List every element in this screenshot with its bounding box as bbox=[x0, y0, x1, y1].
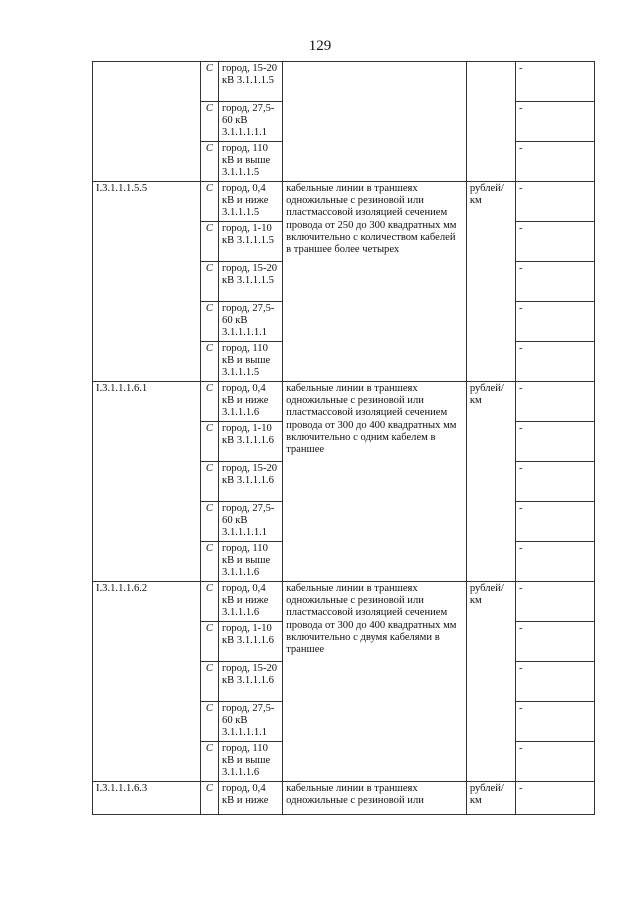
symbol-cell: С bbox=[200, 342, 218, 382]
territory-cell: город, 15-20 кВ 3.1.1.1.6 bbox=[219, 462, 283, 502]
value-cell: - bbox=[515, 302, 594, 342]
table-row bbox=[93, 62, 595, 102]
table-row bbox=[93, 182, 595, 222]
page-number: 129 bbox=[308, 38, 332, 54]
territory-cell: город, 27,5-60 кВ 3.1.1.1.1.1 bbox=[219, 302, 283, 342]
table-row bbox=[93, 582, 595, 622]
territory-cell: город, 15-20 кВ 3.1.1.1.5 bbox=[219, 262, 283, 302]
symbol-cell: С bbox=[200, 422, 218, 462]
symbol-cell: С bbox=[200, 222, 218, 262]
code-cell: I.3.1.1.1.6.2 bbox=[93, 582, 201, 782]
value-cell: - bbox=[515, 622, 594, 662]
unit-cell: рублей/км bbox=[466, 182, 515, 382]
territory-cell: город, 1-10 кВ 3.1.1.1.6 bbox=[219, 422, 283, 462]
value-cell: - bbox=[515, 462, 594, 502]
symbol-cell: С bbox=[200, 582, 218, 622]
symbol-cell: С bbox=[200, 102, 218, 142]
value-cell: - bbox=[515, 502, 594, 542]
code-cell: I.3.1.1.1.6.1 bbox=[93, 382, 201, 582]
value-cell: - bbox=[515, 262, 594, 302]
symbol-cell: С bbox=[200, 502, 218, 542]
unit-cell bbox=[466, 62, 515, 182]
territory-cell: город, 15-20 кВ 3.1.1.1.5 bbox=[219, 62, 283, 102]
value-cell: - bbox=[515, 542, 594, 582]
symbol-cell: С bbox=[200, 182, 218, 222]
value-cell: - bbox=[515, 742, 594, 782]
description-cell: кабельные линии в траншеях одножильные с резиновой или пластмассовой изоляцией сечением провода от 300 до 400 квадратных мм включительно с двумя кабелями в траншее bbox=[283, 582, 467, 782]
symbol-cell: С bbox=[200, 262, 218, 302]
value-cell: - bbox=[515, 702, 594, 742]
unit-cell: рублей/км bbox=[466, 782, 515, 815]
description-cell: кабельные линии в траншеях одножильные с резиновой или пластмассовой изоляцией сечением провода от 250 до 300 квадратных мм включительно с количеством кабелей в траншее более четырех bbox=[283, 182, 467, 382]
value-cell: - bbox=[515, 782, 594, 815]
description-cell: кабельные линии в траншеях одножильные с резиновой или пластмассовой изоляцией сечением провода от 300 до 400 квадратных мм включительно с одним кабелем в траншее bbox=[283, 382, 467, 582]
symbol-cell: С bbox=[200, 302, 218, 342]
symbol-cell: С bbox=[200, 462, 218, 502]
territory-cell: город, 110 кВ и выше 3.1.1.1.5 bbox=[219, 342, 283, 382]
symbol-cell: С bbox=[200, 62, 218, 102]
territory-cell: город, 0,4 кВ и ниже 3.1.1.1.6 bbox=[219, 582, 283, 622]
description-cell bbox=[283, 62, 467, 182]
value-cell: - bbox=[515, 342, 594, 382]
territory-cell: город, 1-10 кВ 3.1.1.1.5 bbox=[219, 222, 283, 262]
territory-cell: город, 110 кВ и выше 3.1.1.1.5 bbox=[219, 142, 283, 182]
value-cell: - bbox=[515, 582, 594, 622]
symbol-cell: С bbox=[200, 542, 218, 582]
territory-cell: город, 110 кВ и выше 3.1.1.1.6 bbox=[219, 542, 283, 582]
symbol-cell: С bbox=[200, 702, 218, 742]
value-cell: - bbox=[515, 422, 594, 462]
symbol-cell: С bbox=[200, 742, 218, 782]
territory-cell: город, 15-20 кВ 3.1.1.1.6 bbox=[219, 662, 283, 702]
territory-cell: город, 27,5-60 кВ 3.1.1.1.1.1 bbox=[219, 102, 283, 142]
code-cell bbox=[93, 62, 201, 182]
table-row bbox=[93, 382, 595, 422]
territory-cell: город, 27,5-60 кВ 3.1.1.1.1.1 bbox=[219, 702, 283, 742]
territory-cell: город, 0,4 кВ и ниже bbox=[219, 782, 283, 815]
territory-cell: город, 1-10 кВ 3.1.1.1.6 bbox=[219, 622, 283, 662]
value-cell: - bbox=[515, 102, 594, 142]
value-cell: - bbox=[515, 62, 594, 102]
code-cell: I.3.1.1.1.5.5 bbox=[93, 182, 201, 382]
territory-cell: город, 27,5-60 кВ 3.1.1.1.1.1 bbox=[219, 502, 283, 542]
territory-cell: город, 0,4 кВ и ниже 3.1.1.1.6 bbox=[219, 382, 283, 422]
value-cell: - bbox=[515, 662, 594, 702]
symbol-cell: С bbox=[200, 622, 218, 662]
unit-cell: рублей/км bbox=[466, 582, 515, 782]
code-cell: I.3.1.1.1.6.3 bbox=[93, 782, 201, 815]
value-cell: - bbox=[515, 142, 594, 182]
territory-cell: город, 110 кВ и выше 3.1.1.1.6 bbox=[219, 742, 283, 782]
value-cell: - bbox=[515, 382, 594, 422]
unit-cell: рублей/км bbox=[466, 382, 515, 582]
value-cell: - bbox=[515, 182, 594, 222]
symbol-cell: С bbox=[200, 782, 218, 815]
territory-cell: город, 0,4 кВ и ниже 3.1.1.1.5 bbox=[219, 182, 283, 222]
value-cell: - bbox=[515, 222, 594, 262]
tariff-table bbox=[92, 61, 595, 815]
symbol-cell: С bbox=[200, 142, 218, 182]
symbol-cell: С bbox=[200, 662, 218, 702]
description-cell: кабельные линии в траншеях одножильные с резиновой или bbox=[283, 782, 467, 815]
symbol-cell: С bbox=[200, 382, 218, 422]
table-row bbox=[93, 782, 595, 815]
